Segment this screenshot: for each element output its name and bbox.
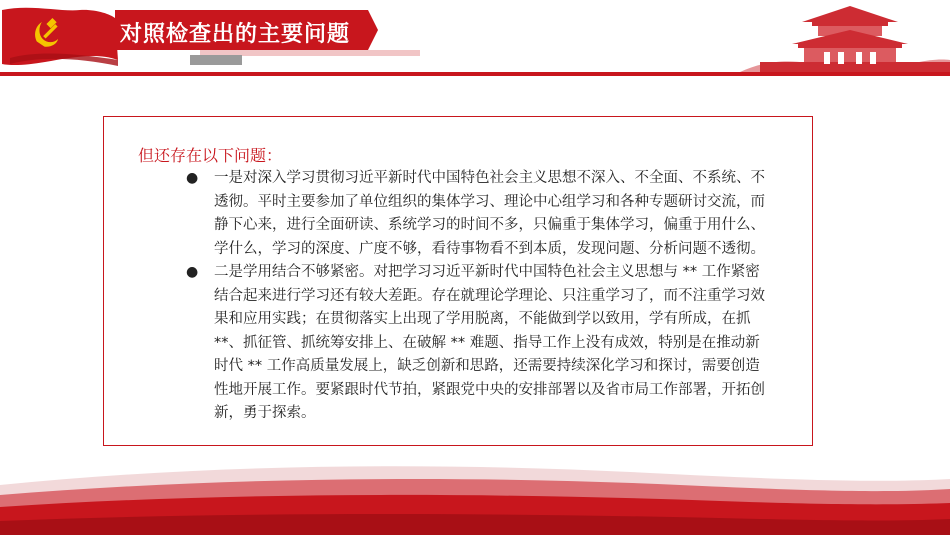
list-item	[104, 167, 774, 261]
hammer-sickle-icon	[30, 16, 64, 50]
footer-ribbon	[0, 455, 950, 535]
issue-text: 二是学用结合不够紧密。对把学习习近平新时代中国特色社会主义思想与 ** 工作紧密结合起来进行学习还有较大差距。存在就理论学理论、只注重学习了，而不注重学习效果和应用实践；在贯彻落实上出现了学用脱离，不能做到学以致用，学有所成，在抓 **、抓征管、抓统筹安排上、在破解 ** 难题、指导工作上没有成效，特别是在推动新时代 ** 工作高质量发展上，缺乏创新和思路，还需要持续深化学习和探讨，需要创造性地开展工作。要紧跟时代节拍，紧跟党中央的安排部署以及省市局工作部署，开拓创新，勇于探索。	[214, 264, 765, 421]
issue-text: 一是对深入学习贯彻习近平新时代中国特色社会主义思想不深入、不全面、不系统、不透彻。平时主要参加了单位组织的集体学习、理论中心组学习和各种专题研讨交流，而静下心来，进行全面研读、系统学习的时间不多，只偏重于集体学习，偏重于用什么、学什么，学习的深度、广度不够，看待事物看不到本质，发现问题、分析问题不透彻。	[214, 170, 765, 257]
intro-heading: 但还存在以下问题：	[138, 146, 283, 165]
content-panel	[103, 116, 813, 446]
bullet-icon: ●	[186, 170, 199, 186]
issue-list	[104, 167, 774, 426]
header-banner	[0, 0, 950, 78]
list-item	[104, 261, 774, 426]
tiananmen-gate-icon	[740, 0, 950, 78]
title-accent-bar	[190, 55, 242, 65]
page-title: 对照检查出的主要问题	[120, 22, 351, 47]
bullet-icon: ●	[186, 264, 199, 280]
